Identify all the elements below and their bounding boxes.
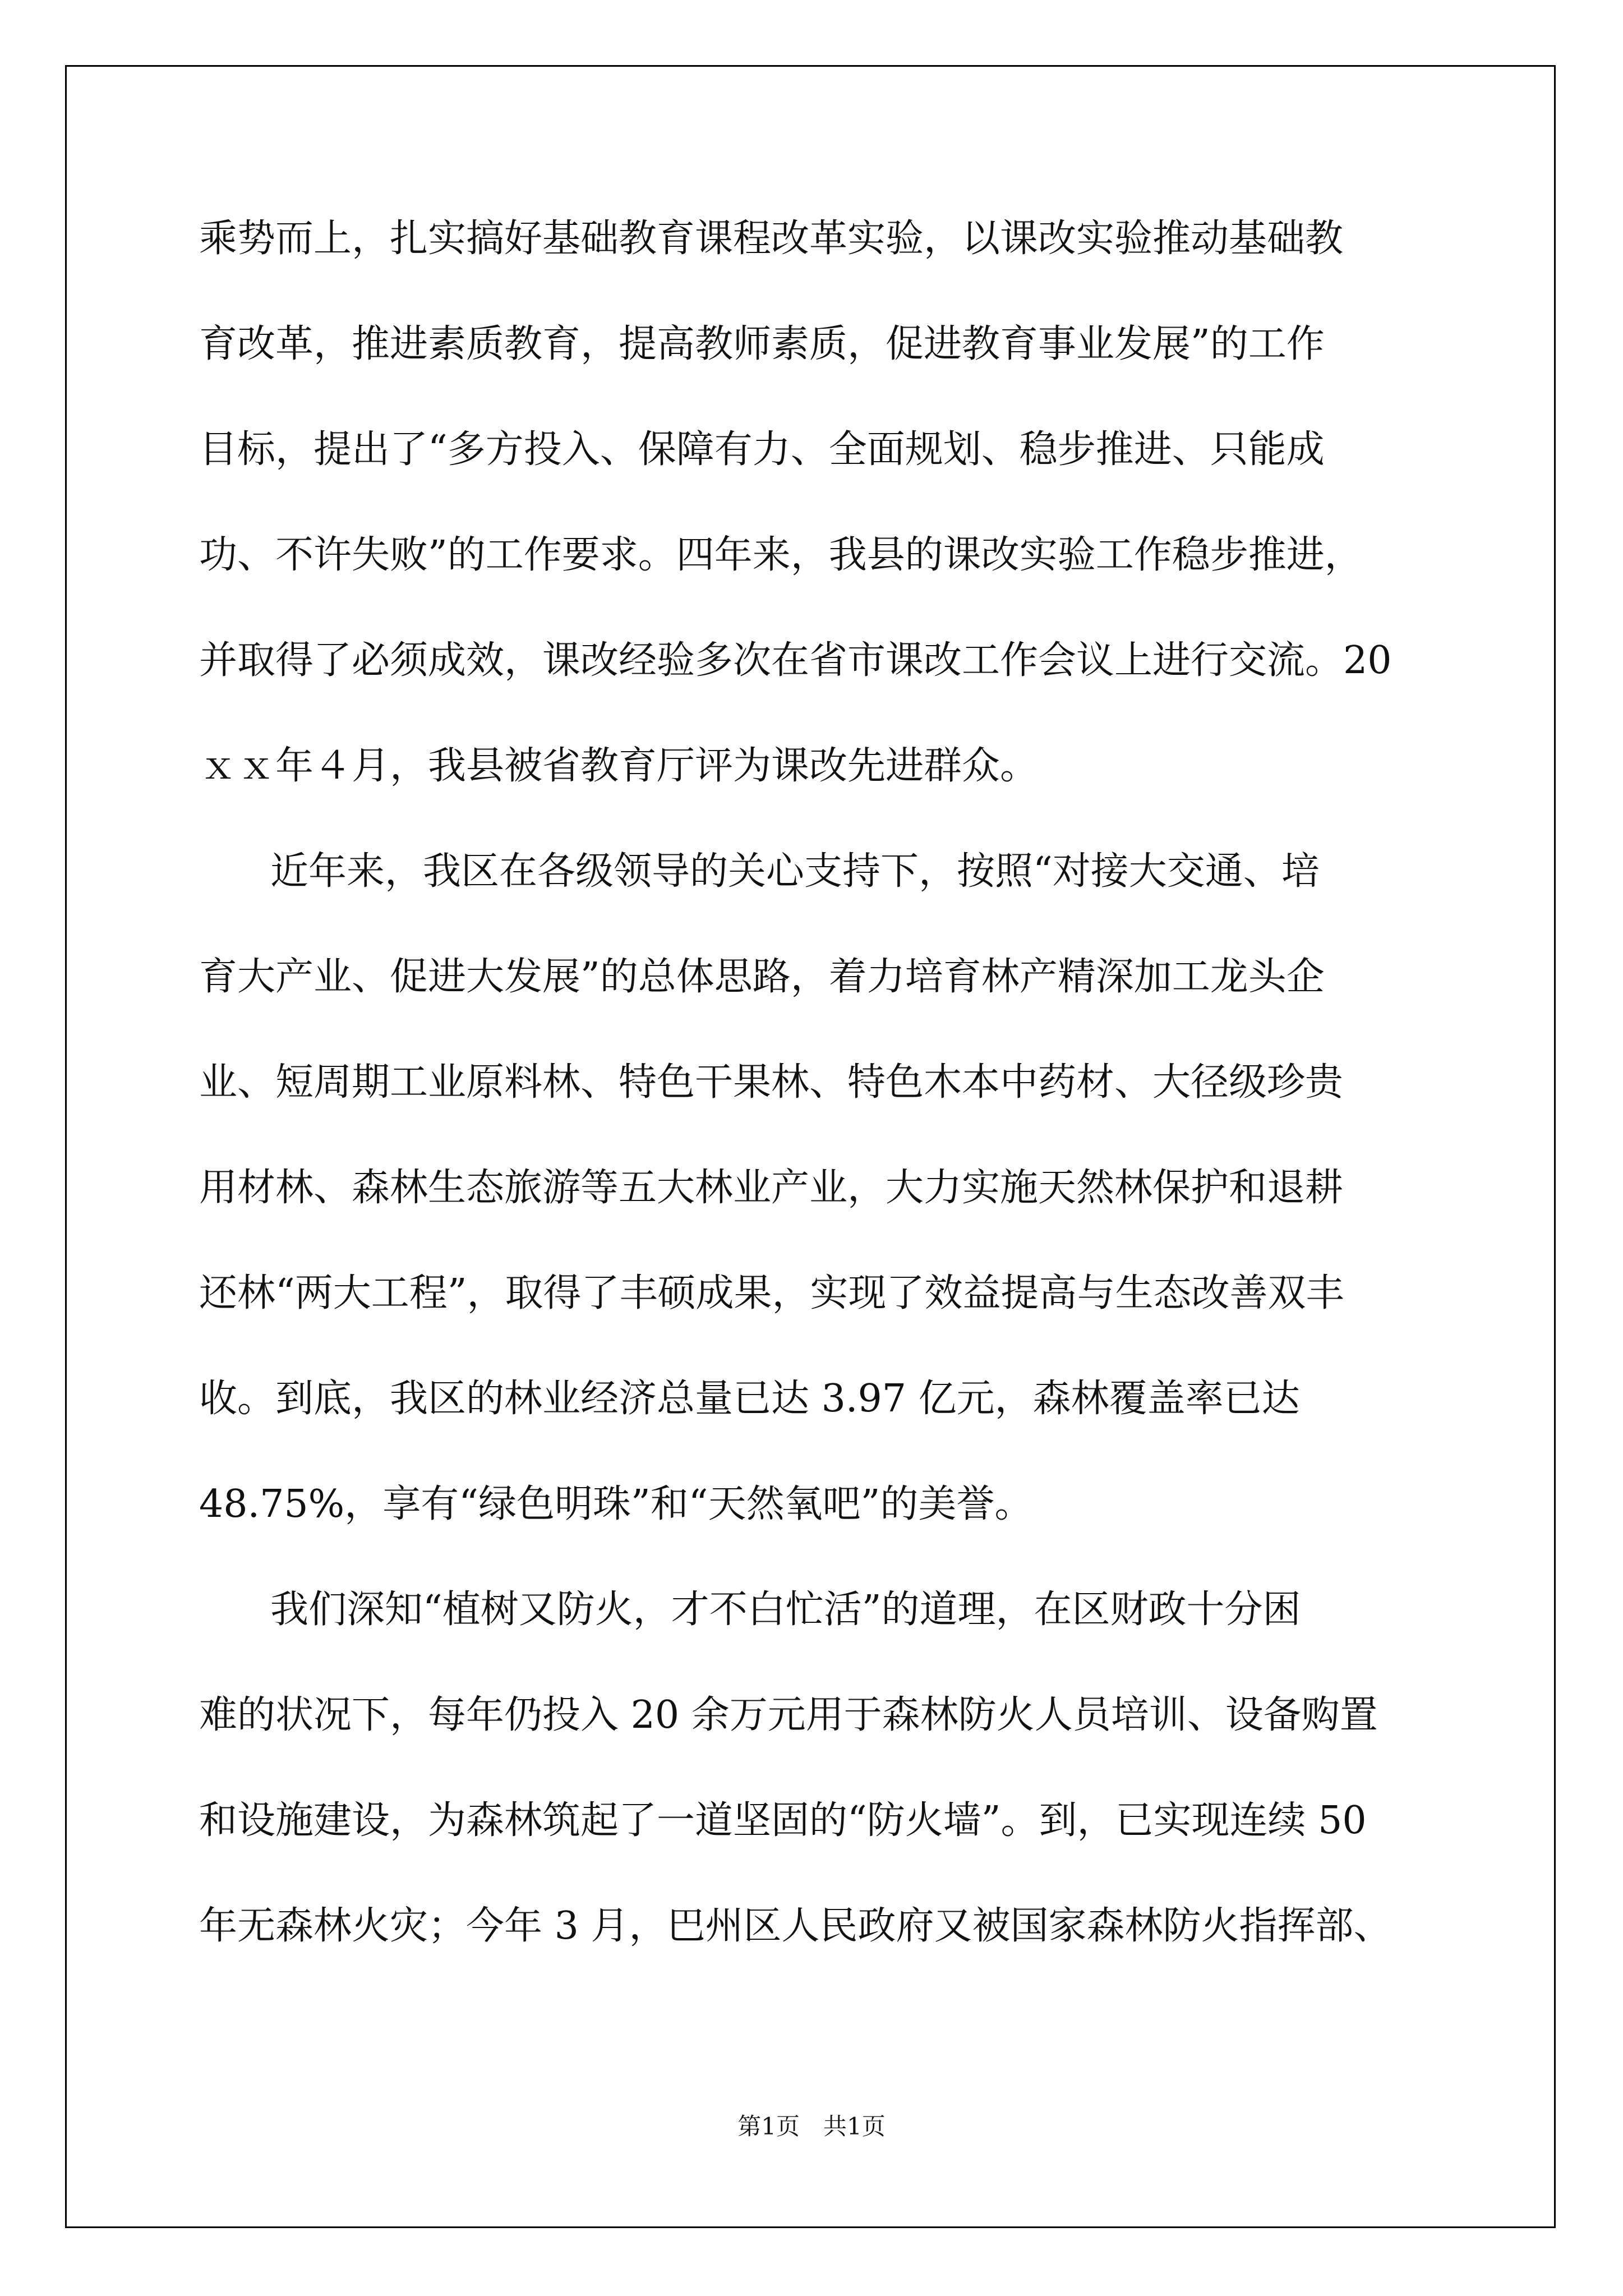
text-line-2: 育改革，推进素质教育，提高教师素质，促进教育事业发展”的工作 (199, 322, 1325, 366)
text-line-7: 近年来，我区在各级领导的关心支持下，按照“对接大交通、培 (270, 849, 1320, 894)
text-line-8: 育大产业、促进大发展”的总体思路，着力培育林产精深加工龙头企 (199, 955, 1325, 999)
text-line-5: 并取得了必须成效，课改经验多次在省市课改工作会议上进行交流。20 (199, 638, 1392, 683)
text-line-11: 还林“两大工程”，取得了丰硕成果，实现了效益提高与生态改善双丰 (199, 1271, 1344, 1315)
text-line-10: 用材林、森林生态旅游等五大林业产业，大力实施天然林保护和退耕 (199, 1166, 1344, 1210)
text-line-16: 和设施建设，为森林筑起了一道坚固的“防火墙”。到，已实现连续 50 (199, 1798, 1367, 1843)
text-line-3: 目标，提出了“多方投入、保障有力、全面规划、稳步推进、只能成 (199, 427, 1325, 472)
page-number-footer: 第1页 共1页 (737, 2113, 886, 2140)
text-line-4: 功、不许失败”的工作要求。四年来，我县的课改实验工作稳步推进， (199, 533, 1363, 577)
text-line-15: 难的状况下，每年仍投入 20 余万元用于森林防火人员培训、设备购置 (199, 1693, 1378, 1737)
text-line-1: 乘势而上，扎实搞好基础教育课程改革实验，以课改实验推动基础教 (199, 217, 1344, 261)
text-line-12: 收。到底，我区的林业经济总量已达 3.97 亿元，森林覆盖率已达 (199, 1377, 1300, 1421)
text-line-9: 业、短周期工业原料林、特色干果林、特色木本中药材、大径级珍贵 (199, 1060, 1344, 1105)
text-line-13: 48.75%，享有“绿色明珠”和“天然氧吧”的美誉。 (199, 1482, 1033, 1526)
text-line-6: ｘｘ年４月，我县被省教育厅评为课改先进群众。 (199, 744, 1039, 788)
text-line-17: 年无森林火灾；今年 3 月，巴州区人民政府又被国家森林防火指挥部、 (199, 1904, 1392, 1948)
text-line-14: 我们深知“植树又防火，才不白忙活”的道理，在区财政十分困 (270, 1588, 1301, 1632)
